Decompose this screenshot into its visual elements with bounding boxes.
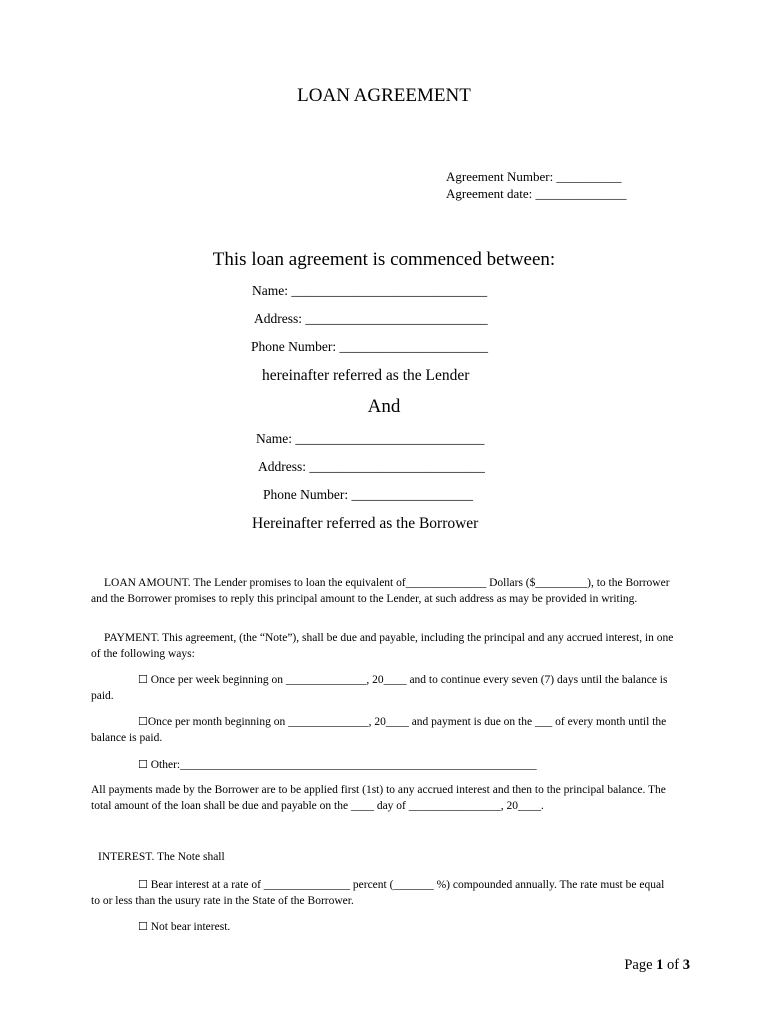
checkbox-icon[interactable]: ☐ (138, 715, 148, 728)
page-title: LOAN AGREEMENT (297, 85, 471, 106)
loan-amount-paragraph: LOAN AMOUNT. The Lender promises to loan the equivalent of______________ Dollars ($_________), to the Borrower and the Borrower promises to reply this principal amount to the Lender, at such address as may be provided in writing. (91, 577, 670, 605)
payment-option-monthly (91, 714, 675, 746)
payment-paragraph: PAYMENT. This agreement, (the “Note”), shall be due and payable, including the principal and any accrued interest, in one of the following ways: (91, 632, 674, 660)
agreement-number-field: Agreement Number: __________ (446, 169, 622, 184)
lender-label: hereinafter referred as the Lender (262, 367, 470, 384)
page-label: Page (624, 957, 653, 973)
checkbox-icon[interactable]: ☐ (138, 758, 148, 771)
checkbox-icon[interactable]: ☐ (138, 878, 148, 891)
interest-bear-text: Bear interest at a rate of _______________ percent (_______ %) compounded annually. The rate must be equal to or less than the usury rate in the State of the Borrower. (91, 879, 665, 907)
lender-phone-field: Phone Number: ______________________ (251, 339, 488, 354)
page-of: of (667, 957, 680, 973)
lender-address-field: Address: ___________________________ (254, 311, 488, 326)
payments-applied-paragraph: All payments made by the Borrower are to be applied first (1st) to any accrued interest and then to the principal balance. The total amount of the loan shall be due and payable on the ____ day of ________________, 20____. (91, 784, 666, 812)
intro-heading: This loan agreement is commenced between: (212, 249, 556, 270)
page-total: 3 (682, 957, 690, 973)
payment-option-other (91, 757, 675, 773)
lender-name-field: Name: _____________________________ (252, 283, 488, 298)
payment-option-weekly (91, 672, 675, 704)
checkbox-icon[interactable]: ☐ (138, 920, 148, 933)
option-monthly-text: Once per month beginning on ______________, 20____ and payment is due on the ___ of every month until the balance is paid. (91, 716, 667, 744)
interest-heading: INTEREST. The Note shall (98, 851, 225, 863)
interest-option-bear (91, 877, 675, 909)
page-number (624, 957, 690, 974)
borrower-address-field: Address: __________________________ (258, 459, 485, 474)
checkbox-icon[interactable]: ☐ (138, 673, 148, 686)
page-current: 1 (656, 957, 664, 973)
interest-option-not (91, 919, 675, 935)
borrower-name-field: Name: ____________________________ (256, 431, 485, 446)
borrower-phone-field: Phone Number: __________________ (263, 487, 473, 502)
option-other-text: Other:______________________________________________________________ (150, 759, 537, 771)
interest-not-text: Not bear interest. (150, 921, 231, 933)
and-separator: And (367, 396, 401, 417)
option-weekly-text: Once per week beginning on ______________, 20____ and to continue every seven (7) days until the balance is paid. (91, 674, 668, 702)
borrower-label: Hereinafter referred as the Borrower (252, 515, 479, 532)
agreement-date-field: Agreement date: ______________ (446, 186, 627, 201)
